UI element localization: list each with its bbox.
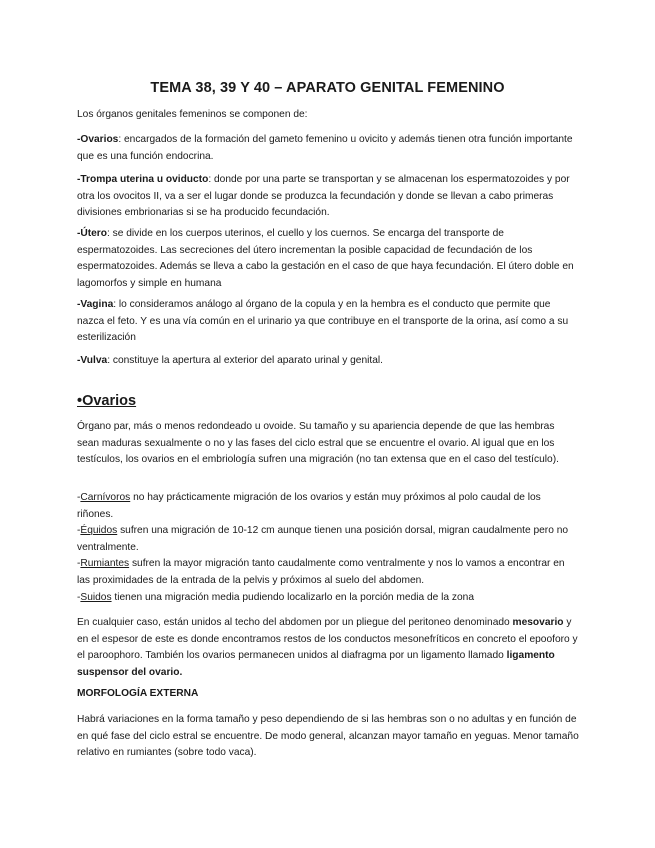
intro-text: Los órganos genitales femeninos se componen de: <box>77 109 308 120</box>
species-rumiantes-term: Rumiantes <box>80 558 130 570</box>
species-list: -Carnívoros no hay prácticamente migración de los ovarios y están muy próximos al polo caudal de los riñones. -Équidos sufren una migración de 10-12 cm aunque tienen una posición dorsal, migran caudalmente pero no ventralmente. -Rumiantes sufren la mayor migración tanto caudalmente como ventralmente y nos lo vamos a encontrar en las proximidades de la entrada de la pelvis y próximos al suelo del abdomen. -Suidos tienen una migración media pudiendo localizarlo en la porción media de la zona <box>77 492 569 603</box>
organ-vulva <box>77 353 579 370</box>
organ-trompa <box>77 172 579 222</box>
organ-vulva-term: -Vulva <box>77 355 108 366</box>
species-rumiantes-text: sufren la mayor migración tanto caudalmente como ventralmente y nos lo vamos a encontrar en las proximidades de la entrada de la pelvis y próximos al suelo del abdomen. <box>77 558 565 586</box>
organ-ovarios <box>77 132 579 165</box>
organ-utero <box>77 226 579 292</box>
species-suidos-term: Suidos <box>80 591 112 603</box>
organ-ovarios-term: -Ovarios <box>77 134 119 145</box>
organ-utero-term: -Útero <box>77 228 107 239</box>
ovarios-paragraph-1: Órgano par, más o menos redondeado u ovoide. Su tamaño y su apariencia depende de que las hembras sean maduras sexualmente o no y las fases del ciclo estral que se encuentre el ovario. Al igual que en los testículos, los ovarios en el embriología sufren una migración (no tan extensa que en el caso del testículo). <box>77 421 559 466</box>
p2-ligamento-term: ligamento suspensor del ovario. <box>77 650 555 678</box>
organ-utero-text: : se divide en los cuerpos uterinos, el cuello y los cuernos. Se encarga del transporte de espermatozoides. Las secreciones del útero incrementan la posible capacidad de fecundación de los espermatozoides. Además se lleva a cabo la gestación en el caso de que haya fecundación. El útero doble en lagomorfos y simple en humana <box>77 228 574 289</box>
species-equidos-text: sufren una migración de 10-12 cm aunque tienen una posición dorsal, migran caudalmente pero no ventralmente. <box>77 525 569 553</box>
organ-vagina-text: : lo consideramos análogo al órgano de la copula y en la hembra es el conducto que permite que nazca el feto. Y es una vía común en el urinario ya que contribuye en el transporte de la orina, así como a su esterilización <box>77 299 569 344</box>
p2-part-c: y en el espesor de este es donde encontramos restos de los conductos mesonefríticos en concreto el epooforo y el paroophoro. También los ovarios permanecen unidos al diafragma por un ligamento llamado <box>77 617 578 662</box>
morfologia-paragraph: Habrá variaciones en la forma tamaño y peso dependiendo de si las hembras son o no adultas y en función de en qué fase del ciclo estral se encuentre. De modo general, alcanzan mayor tamaño en yeguas. Menor tamaño relativo en rumiantes (sobre todo vaca). <box>77 714 579 759</box>
species-carnivoros-text: no hay prácticamente migración de los ovarios y están muy próximos al polo caudal de los riñones. <box>77 492 541 520</box>
species-equidos-term: Équidos <box>80 525 118 537</box>
organ-ovarios-text: : encargados de la formación del gameto femenino u ovicito y además tienen otra función importante que es una función endocrina. <box>77 134 573 162</box>
section-heading-ovarios: •Ovarios <box>77 393 137 409</box>
species-carnivoros-term: Carnívoros <box>80 492 131 503</box>
organ-trompa-text: : donde por una parte se transportan y se almacenan los espermatozoides y por otra los ovocitos II, va a ser el lugar donde se produzca la fecundación y donde se llevan a cabo primeras divisiones embrionarias si se ha producido fecundación. <box>77 174 570 219</box>
page-title: TEMA 38, 39 Y 40 – APARATO GENITAL FEMENINO <box>150 80 505 96</box>
p2-part-a: En cualquier caso, están unidos al techo del abdomen por un pliegue del peritoneo denominado <box>77 617 513 628</box>
subheading-morfologia: MORFOLOGÍA EXTERNA <box>77 688 199 699</box>
p2-mesovario-term: mesovario <box>512 617 564 628</box>
organ-trompa-term: -Trompa uterina u oviducto <box>77 174 209 185</box>
organ-vagina-term: -Vagina <box>77 299 114 310</box>
organ-vagina <box>77 297 579 347</box>
species-suidos-text: tienen una migración media pudiendo localizarlo en la porción media de la zona <box>111 591 475 603</box>
organ-vulva-text: : constituye la apertura al exterior del aparato urinal y genital. <box>107 355 383 366</box>
ovarios-paragraph-2 <box>77 615 579 681</box>
